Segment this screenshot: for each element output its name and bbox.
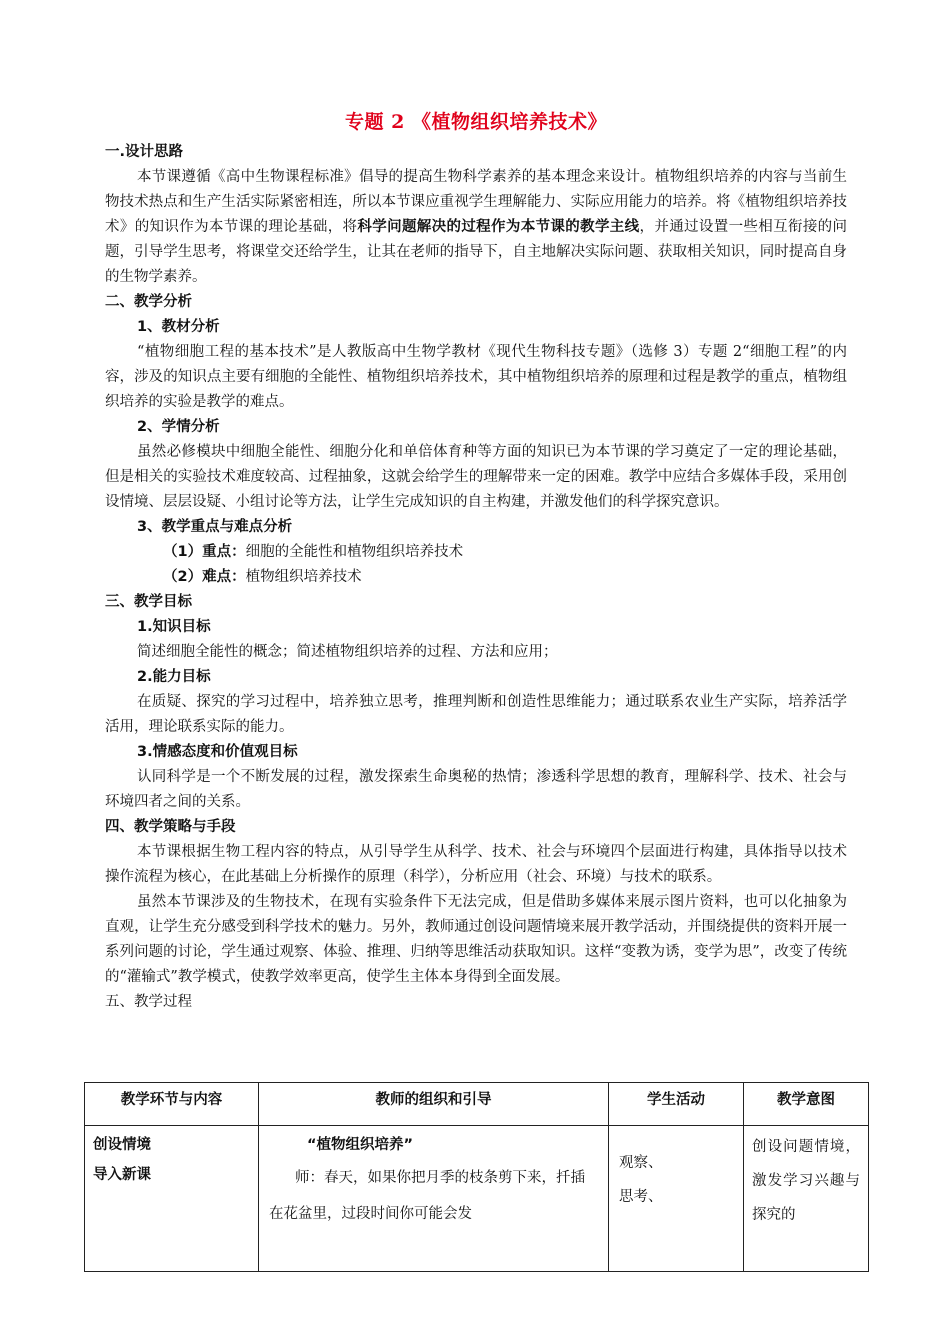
subheading-key-points: 3、教学重点与难点分析 bbox=[137, 519, 293, 535]
stage-cell bbox=[85, 1126, 259, 1272]
teacher-topic: “植物组织培养” bbox=[307, 1137, 414, 1153]
difficulty-label: （2）难点： bbox=[163, 569, 246, 585]
key-point-text: 细胞的全能性和植物组织培养技术 bbox=[245, 544, 464, 560]
design-text-bold: 科学问题解决的过程作为本节课的教学主线 bbox=[357, 219, 640, 235]
key-point-label: （1）重点： bbox=[163, 544, 246, 560]
intent-text: 创设问题情境，激发学习兴趣与探究的 bbox=[752, 1139, 860, 1223]
students-paragraph: 虽然必修模块中细胞全能性、细胞分化和单倍体育种等方面的知识已为本节课的学习奠定了一定的理论基础，但是相关的实验技术难度较高、过程抽象，这就会给学生的理解带来一定的困难。教学中应结合多媒体手段，采用创设情境、层层设疑、小组讨论等方法，让学生完成知识的自主构建，并激发他们的科学探究意识。 bbox=[105, 444, 847, 510]
design-text-2: ，并通过设置一些相互衔接的问题，引导学生思考，将课堂交还给学生，让其在老师的指导下，自主地解决实际问题、获取相关知识，同时提高自身的生物学素养。 bbox=[105, 219, 848, 285]
stage-line-1: 创设情境 bbox=[93, 1137, 151, 1153]
difficulty-text: 植物组织培养技术 bbox=[245, 569, 362, 585]
table-header-row bbox=[85, 1083, 869, 1126]
section-heading-objectives: 三、教学目标 bbox=[105, 594, 192, 610]
teacher-cell bbox=[259, 1126, 609, 1272]
stage-line-2: 导入新课 bbox=[93, 1167, 151, 1183]
textbook-paragraph: “植物细胞工程的基本技术”是人教版高中生物学教材《现代生物科技专题》（选修 3）专题 2“细胞工程”的内容，涉及的知识点主要有细胞的全能性、植物组织培养技术，其中植物组织培养的原理和过程是教学的重点，植物组织培养的实验是教学的难点。 bbox=[105, 344, 847, 410]
header-teacher: 教师的组织和引导 bbox=[259, 1083, 609, 1126]
section-heading-process: 五、教学过程 bbox=[105, 994, 192, 1010]
section-heading-design: 一.设计思路 bbox=[105, 144, 184, 160]
subheading-knowledge: 1.知识目标 bbox=[137, 619, 211, 635]
section-heading-analysis: 二、教学分析 bbox=[105, 294, 192, 310]
student-activity-1: 观察、 bbox=[619, 1155, 663, 1171]
teaching-process-table bbox=[84, 1082, 869, 1272]
design-text-1: 本节课遵循《高中生物课程标准》倡导的提高生物科学素养的基本理念来设计。植物组织培养的内容与当前生物技术热点和生产生活实际紧密相连，所以本节课应重视学生理解能力、实际应用能力的培养。将《植物组织培养技术》的知识作为本节课的理论基础，将 bbox=[105, 169, 847, 235]
difficulty-item bbox=[105, 565, 847, 590]
attitude-paragraph: 认同科学是一个不断发展的过程，激发探索生命奥秘的热情；渗透科学思想的教育，理解科学、技术、社会与环境四者之间的关系。 bbox=[105, 769, 847, 810]
student-cell bbox=[609, 1126, 744, 1272]
page-title: 专题 2 《植物组织培养技术》 bbox=[345, 111, 607, 133]
subheading-students: 2、学情分析 bbox=[137, 419, 220, 435]
key-point-item bbox=[105, 540, 847, 565]
header-intent: 教学意图 bbox=[744, 1083, 869, 1126]
subheading-attitude: 3.情感态度和价值观目标 bbox=[137, 744, 298, 760]
document-page bbox=[105, 108, 847, 1015]
intent-cell bbox=[744, 1126, 869, 1272]
teacher-text: 师：春天，如果你把月季的枝条剪下来，扦插在花盆里，过段时间你可能会发 bbox=[269, 1170, 585, 1222]
student-activity-2: 思考、 bbox=[619, 1189, 663, 1205]
ability-paragraph: 在质疑、探究的学习过程中，培养独立思考，推理判断和创造性思维能力；通过联系农业生产实际，培养活学活用，理论联系实际的能力。 bbox=[105, 694, 847, 735]
strategy-paragraph-2: 虽然本节课涉及的生物技术，在现有实验条件下无法完成，但是借助多媒体来展示图片资料，也可以化抽象为直观，让学生充分感受到科学技术的魅力。另外，教师通过创设问题情境来展开教学活动，并围绕提供的资料开展一系列问题的讨论，学生通过观察、体验、推理、归纳等思维活动获取知识。这样“变教为诱，变学为思”，改变了传统的“灌输式”教学模式，使教学效率更高，使学生主体本身得到全面发展。 bbox=[105, 894, 847, 985]
header-stage: 教学环节与内容 bbox=[85, 1083, 259, 1126]
subheading-textbook: 1、教材分析 bbox=[137, 319, 220, 335]
subheading-ability: 2.能力目标 bbox=[137, 669, 211, 685]
header-student: 学生活动 bbox=[609, 1083, 744, 1126]
table-row bbox=[85, 1126, 869, 1272]
design-paragraph bbox=[105, 165, 847, 290]
knowledge-text: 简述细胞全能性的概念；简述植物组织培养的过程、方法和应用； bbox=[137, 644, 558, 660]
strategy-paragraph-1: 本节课根据生物工程内容的特点，从引导学生从科学、技术、社会与环境四个层面进行构建，具体指导以技术操作流程为核心，在此基础上分析操作的原理（科学），分析应用（社会、环境）与技术的联系。 bbox=[105, 844, 847, 885]
section-heading-strategy: 四、教学策略与手段 bbox=[105, 819, 236, 835]
